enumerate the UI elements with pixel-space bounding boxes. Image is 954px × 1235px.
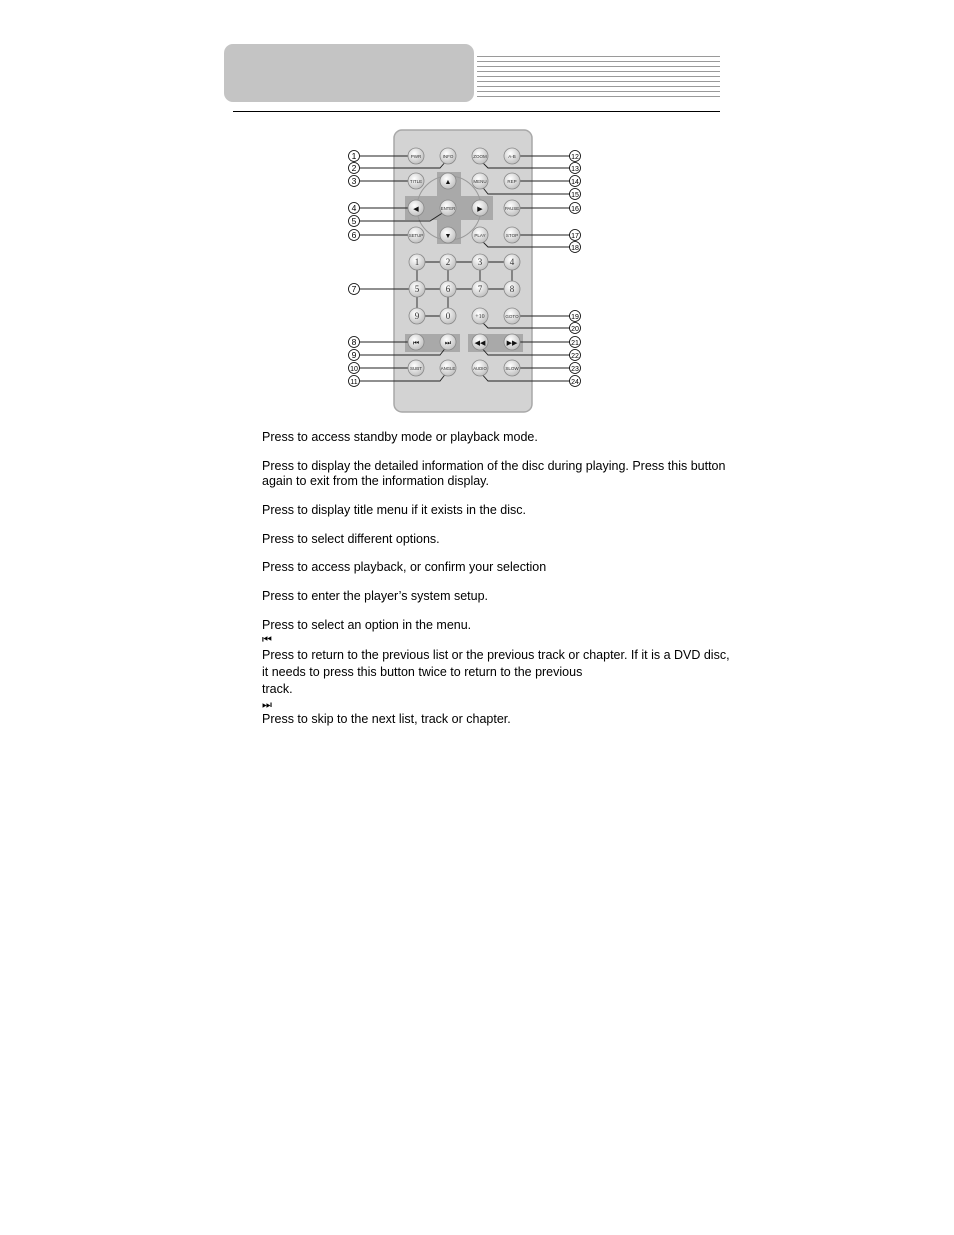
- callout-7: [349, 284, 360, 295]
- button-right: [472, 200, 488, 216]
- callout-12: [570, 151, 581, 162]
- button-0: [440, 308, 456, 324]
- callout-8: [349, 337, 360, 348]
- callout-23: [570, 363, 581, 374]
- callout-20: [570, 323, 581, 334]
- button-forward: [504, 334, 520, 350]
- left-arrow-icon: ◀: [413, 206, 419, 213]
- svg-text:ENTER: ENTER: [440, 206, 456, 211]
- svg-text:18: 18: [571, 245, 579, 252]
- svg-text:6: 6: [351, 230, 357, 240]
- desc-directions: Press to select different options.: [262, 532, 440, 546]
- desc-title: Press to display title menu if it exists in the disc.: [262, 503, 526, 517]
- button-descriptions: [262, 430, 732, 727]
- button-stop: [504, 227, 520, 243]
- svg-text:9: 9: [414, 311, 420, 321]
- remote-control-diagram: [340, 128, 590, 418]
- svg-text:1: 1: [414, 257, 420, 267]
- svg-text:9: 9: [351, 350, 357, 360]
- desc-info-line1: Press to display the detailed information of the disc during playing. Press this button: [262, 459, 726, 473]
- button-title: [408, 173, 424, 189]
- button-up: [440, 173, 456, 189]
- svg-text:3: 3: [351, 176, 357, 186]
- next-icon: ⏭: [262, 698, 272, 711]
- svg-text:2: 2: [351, 163, 357, 173]
- svg-text:GOTO: GOTO: [505, 314, 519, 319]
- svg-text:SETUP: SETUP: [408, 233, 424, 238]
- desc-info-line2: again to exit from the information display.: [262, 474, 489, 488]
- svg-text:PLAY: PLAY: [474, 233, 486, 238]
- svg-text:A-B: A-B: [508, 154, 516, 159]
- header-rule: [233, 111, 720, 112]
- svg-text:ZOOM: ZOOM: [473, 154, 487, 159]
- button-4: [504, 254, 520, 270]
- button-menu: [472, 173, 488, 189]
- button-ab: [504, 148, 520, 164]
- callout-3: [349, 176, 360, 187]
- desc-enter: Press to access playback, or confirm your selection: [262, 560, 547, 574]
- svg-text:22: 22: [571, 353, 579, 360]
- callout-5: [349, 216, 360, 227]
- callout-4: [349, 203, 360, 214]
- svg-text:24: 24: [571, 379, 579, 386]
- button-pause: [504, 200, 520, 216]
- svg-text:23: 23: [571, 366, 579, 373]
- svg-text:5: 5: [351, 216, 357, 226]
- svg-text:17: 17: [571, 233, 579, 240]
- svg-text:8: 8: [351, 337, 357, 347]
- desc-prev-line2: it needs to press this button twice to return to the previous: [262, 665, 583, 679]
- up-arrow-icon: ▲: [444, 179, 452, 186]
- button-setup: [408, 227, 424, 243]
- svg-text:REP: REP: [507, 179, 517, 184]
- svg-text:7: 7: [477, 284, 483, 294]
- svg-text:19: 19: [571, 314, 579, 321]
- button-next: [440, 334, 456, 350]
- button-plus10: [472, 308, 488, 324]
- button-zoom: [472, 148, 488, 164]
- svg-text:5: 5: [414, 284, 420, 294]
- desc-numbers: Press to select an option in the menu.: [262, 618, 472, 632]
- svg-text:2: 2: [445, 257, 451, 267]
- svg-text:0: 0: [445, 311, 451, 321]
- svg-text:SLOW: SLOW: [505, 366, 519, 371]
- svg-text:16: 16: [571, 206, 579, 213]
- button-play: [472, 227, 488, 243]
- button-rewind: [472, 334, 488, 350]
- svg-text:15: 15: [571, 192, 579, 199]
- desc-setup: Press to enter the player’s system setup.: [262, 589, 489, 603]
- callout-21: [570, 337, 581, 348]
- svg-text:4: 4: [351, 203, 357, 213]
- svg-text:6: 6: [445, 284, 451, 294]
- svg-text:3: 3: [477, 257, 483, 267]
- svg-text:21: 21: [571, 340, 579, 347]
- svg-text:12: 12: [571, 154, 579, 161]
- callout-17: [570, 230, 581, 241]
- desc-prev-line3: track.: [262, 682, 293, 696]
- desc-power: Press to access standby mode or playback mode.: [262, 430, 538, 444]
- down-arrow-icon: ▼: [444, 233, 452, 240]
- button-6: [440, 281, 456, 297]
- button-goto: [504, 308, 520, 324]
- button-rep: [504, 173, 520, 189]
- callout-6: [349, 230, 360, 241]
- svg-text:20: 20: [571, 326, 579, 333]
- svg-text:TITLE: TITLE: [409, 179, 423, 184]
- svg-text:8: 8: [509, 284, 515, 294]
- fast-forward-icon: ▶▶: [506, 339, 518, 347]
- svg-text:7: 7: [351, 284, 357, 294]
- callout-10: [349, 363, 360, 374]
- prev-icon: ⏮: [262, 633, 272, 646]
- callout-2: [349, 163, 360, 174]
- button-3: [472, 254, 488, 270]
- button-2: [440, 254, 456, 270]
- button-5: [409, 281, 425, 297]
- prev-icon: ⏮: [412, 339, 420, 347]
- button-7: [472, 281, 488, 297]
- button-1: [409, 254, 425, 270]
- svg-text:10: 10: [350, 366, 358, 373]
- header-lines: [477, 56, 720, 100]
- button-9: [409, 308, 425, 324]
- callout-24: [570, 376, 581, 387]
- callout-9: [349, 350, 360, 361]
- button-enter: [440, 200, 456, 216]
- svg-text:1: 1: [351, 151, 357, 161]
- button-8: [504, 281, 520, 297]
- svg-text:MENU: MENU: [473, 179, 487, 184]
- desc-prev-line1: Press to return to the previous list or the previous track or chapter. If it is a DVD disc,: [262, 648, 730, 662]
- callout-15: [570, 189, 581, 200]
- svg-text:13: 13: [571, 166, 579, 173]
- callout-14: [570, 176, 581, 187]
- callout-18: [570, 242, 581, 253]
- desc-next: Press to skip to the next list, track or chapter.: [262, 712, 511, 726]
- callout-13: [570, 163, 581, 174]
- button-subt: [408, 360, 424, 376]
- svg-text:INFO: INFO: [442, 154, 454, 159]
- svg-text:STOP: STOP: [505, 233, 519, 238]
- callout-11: [349, 376, 360, 387]
- button-down: [440, 227, 456, 243]
- svg-text:11: 11: [350, 379, 358, 386]
- next-icon: ⏭: [444, 339, 452, 347]
- svg-text:14: 14: [571, 179, 579, 186]
- callout-1: [349, 151, 360, 162]
- button-left: [408, 200, 424, 216]
- rewind-icon: ◀◀: [474, 339, 486, 347]
- button-info: [440, 148, 456, 164]
- callout-22: [570, 350, 581, 361]
- svg-text:AUDIO: AUDIO: [473, 366, 487, 371]
- button-prev: [408, 334, 424, 350]
- right-arrow-icon: ▶: [477, 206, 483, 213]
- svg-text:4: 4: [509, 257, 515, 267]
- svg-text:+10: +10: [475, 314, 485, 320]
- svg-text:ANGLE: ANGLE: [440, 366, 456, 371]
- button-slow: [504, 360, 520, 376]
- header-tab: [224, 44, 474, 102]
- svg-text:SUBT: SUBT: [409, 366, 423, 371]
- callout-16: [570, 203, 581, 214]
- button-angle: [440, 360, 456, 376]
- svg-text:PWR: PWR: [410, 154, 422, 159]
- button-pwr: [408, 148, 424, 164]
- svg-text:PAUSE: PAUSE: [504, 206, 520, 211]
- button-audio: [472, 360, 488, 376]
- callout-19: [570, 311, 581, 322]
